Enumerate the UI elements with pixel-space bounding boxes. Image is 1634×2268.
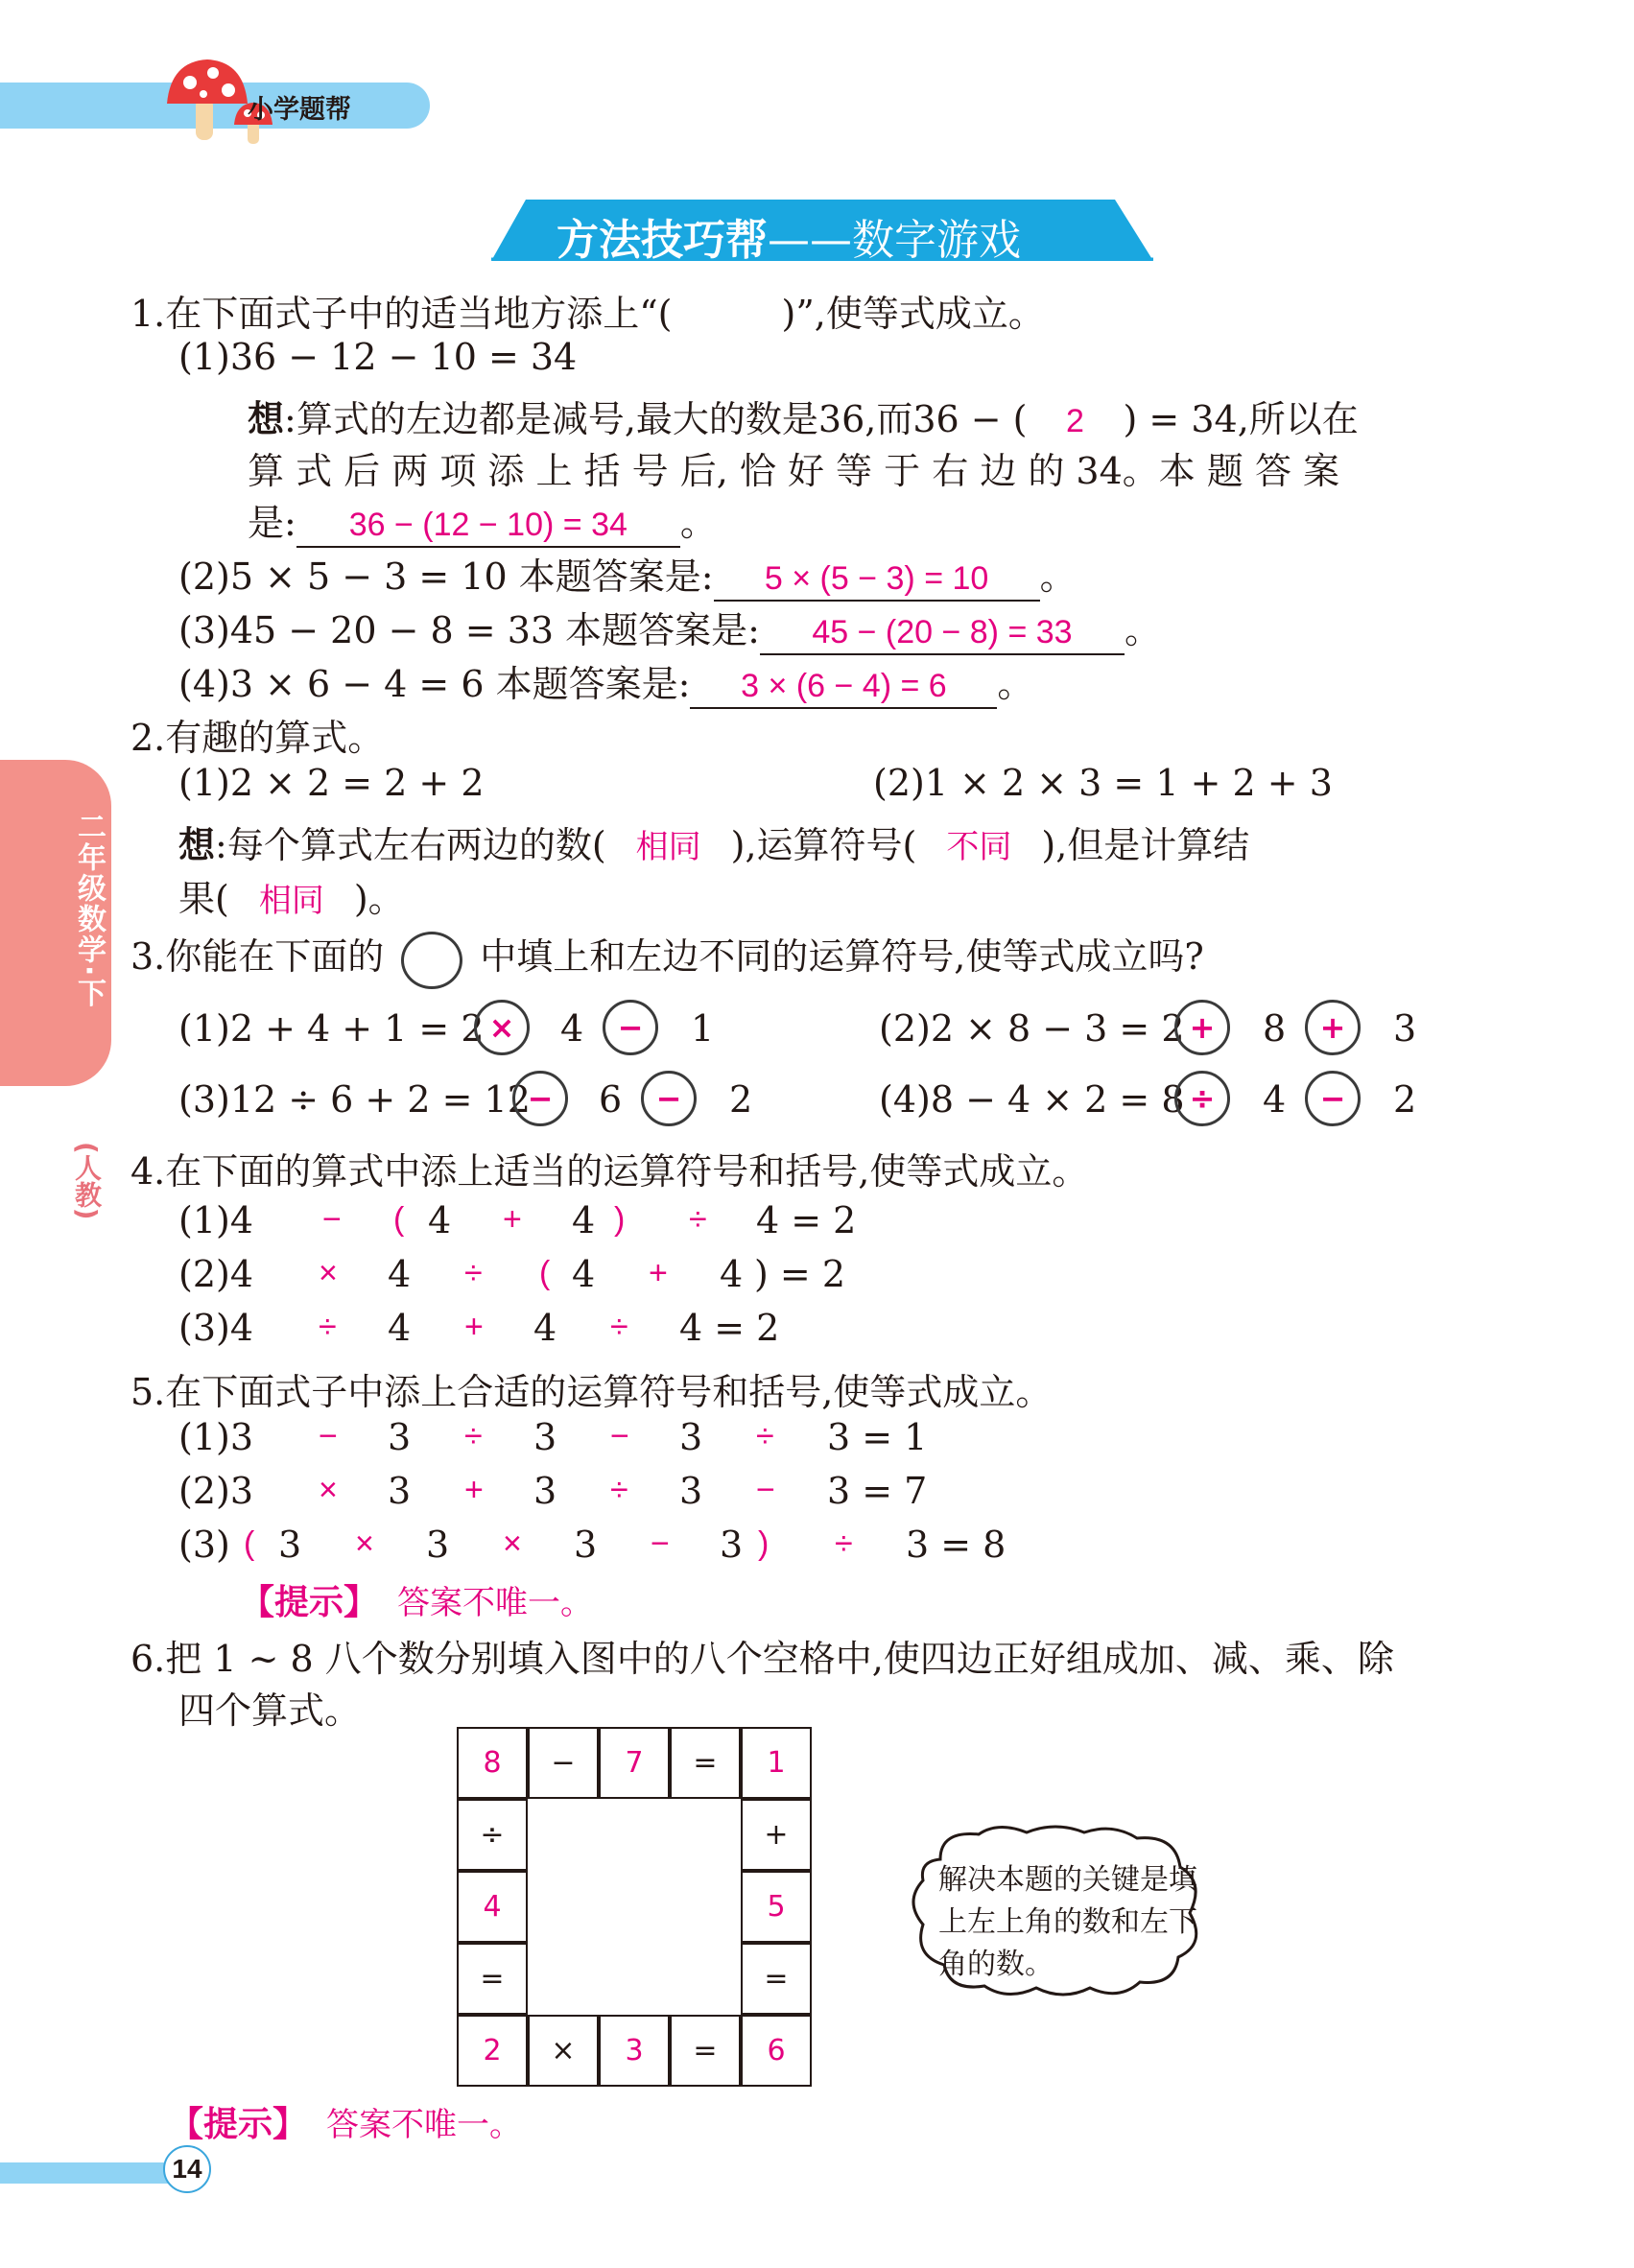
q1-part4: (4)3 × 6 − 4 = 6 本题答案是: 3 × (6 − 4) = 6 。 [178,654,1033,709]
grid-left-2: = [457,1943,528,2015]
q3-p1-op1: × [474,1000,530,1055]
q5-r3-c1: ( [244,1525,255,1562]
q4-r3-c5: ÷ [610,1309,628,1345]
q4-r3-c1: ÷ [319,1309,337,1345]
q1-stem: 1.在下面式子中的适当地方添上“( )”,使等式成立。 [130,293,1045,335]
q5-r3-c10: ÷ [835,1525,853,1562]
grid-bottom-2: 3 [599,2015,670,2087]
q6-stem-line2: 四个算式。 [178,1689,362,1732]
q3-part2-left: (2)2 × 8 − 3 = 2 [879,1007,1185,1050]
q4-r1-c1: − [322,1201,342,1238]
q6-hint: 【提示】 答案不唯一。 [169,2105,523,2144]
q4-r1-c2: ( [393,1201,405,1238]
q2-part2: (2)1 × 2 × 3 = 1 + 2 + 3 [873,762,1333,804]
q3-p2-op1: + [1174,1000,1230,1055]
q5-r2-c0: (2)3 [178,1470,254,1512]
q3-p3-n2: 2 [729,1078,753,1121]
q5-r1-c0: (1)3 [178,1416,254,1458]
q1-think-line1: 想:算式的左边都是减号,最大的数是36,而36 − ( 2 ) = 34,所以在 [248,398,1359,440]
q5-r3-c11: 3 = 8 [906,1524,1006,1566]
grid-top-3: = [670,1727,741,1799]
q4-r2-c2: 4 [388,1253,412,1295]
empty-circle-icon [401,932,462,989]
q3-p1-op2: − [603,1000,658,1055]
q3-p1-n1: 4 [560,1007,584,1050]
q5-r2-c5: ÷ [610,1472,628,1508]
q4-r1-c4: + [503,1201,522,1238]
q5-stem: 5.在下面式子中添上合适的运算符号和括号,使等式成立。 [130,1371,1053,1413]
q1-think-line3: 是: 36 − (12 − 10) = 34 。 [248,493,717,548]
q5-r3-c2: 3 [278,1524,302,1566]
grid-top-4: 1 [741,1727,812,1799]
q4-r1-c7: ÷ [689,1201,707,1238]
q3-part3-left: (3)12 ÷ 6 + 2 = 12 [178,1078,531,1121]
q5-r2-c6: 3 [679,1470,703,1512]
q3-part4-left: (4)8 − 4 × 2 = 8 [879,1078,1185,1121]
q5-r2-c7: − [756,1472,775,1508]
grid-bottom-3: = [670,2015,741,2087]
q4-r1-c5: 4 [572,1199,596,1241]
q5-r3-c8: 3 [720,1524,744,1566]
q3-part1-left: (1)2 + 4 + 1 = 2 [178,1007,485,1050]
grid-right-2: = [741,1943,812,2015]
q4-r2-c7: 4 [720,1253,744,1295]
q4-r3-c4: 4 [533,1307,557,1349]
q4-r2-c8: ) = 2 [754,1253,845,1295]
grid-bottom-1: × [528,2015,599,2087]
q5-r1-c2: 3 [388,1416,412,1458]
q4-r2-c0: (2)4 [178,1253,254,1295]
q4-r3-c2: 4 [388,1307,412,1349]
q4-r2-c5: 4 [572,1253,596,1295]
q3-p2-n2: 3 [1393,1007,1417,1050]
q4-r2-c3: ÷ [464,1255,483,1291]
q5-r1-c6: 3 [679,1416,703,1458]
q3-p2-op2: + [1305,1000,1361,1055]
grid-right-0: + [741,1799,812,1871]
q3-p4-n2: 2 [1393,1078,1417,1121]
q3-stem: 3.你能在下面的 中填上和左边不同的运算符号,使等式成立吗? [130,927,1204,989]
q4-r2-c6: + [649,1255,668,1291]
q4-r2-c4: ( [539,1255,551,1291]
grid-right-1: 5 [741,1871,812,1943]
number-grid [457,1727,814,2088]
grid-bottom-4: 6 [741,2015,812,2087]
q5-r3-c7: − [651,1525,670,1562]
q5-r2-c8: 3 = 7 [827,1470,928,1512]
grid-left-1: 4 [457,1871,528,1943]
grid-bottom-0: 2 [457,2015,528,2087]
q5-r3-c5: × [503,1525,522,1562]
q4-r1-c8: 4 = 2 [756,1199,857,1241]
q3-p3-n1: 6 [599,1078,623,1121]
q5-r1-c1: − [319,1418,338,1454]
grid-top-2: 7 [599,1727,670,1799]
footer-bar [0,2162,182,2184]
q4-r3-c6: 4 = 2 [679,1307,780,1349]
q1-part3: (3)45 − 20 − 8 = 33 本题答案是: 45 − (20 − 8) = 33 。 [178,601,1161,655]
grid-top-0: 8 [457,1727,528,1799]
cloud-hint-text: 解决本题的关键是填上左上角的数和左下角的数。 [938,1863,1197,1981]
q2-think-line1: 想:每个算式左右两边的数( 相同 ),运算符号( 不同 ),但是计算结 [178,824,1250,866]
q3-p3-op1: − [512,1071,568,1126]
q4-stem: 4.在下面的算式中添上适当的运算符号和括号,使等式成立。 [130,1150,1089,1193]
side-tab-edition: (人教) [71,1142,103,1220]
q4-r3-c3: + [464,1309,484,1345]
q1-part1: (1)36 − 12 − 10 = 34 [178,336,578,378]
page-number: 14 [163,2145,211,2193]
q5-r1-c4: 3 [533,1416,557,1458]
q3-p3-op2: − [641,1071,697,1126]
grid-top-1: − [528,1727,599,1799]
q5-r1-c3: ÷ [464,1418,483,1454]
q4-r2-c1: × [319,1255,338,1291]
q5-r1-c5: − [610,1418,629,1454]
brand-label: 小学题帮 [248,95,351,125]
q3-p4-n1: 4 [1263,1078,1287,1121]
q1-part2: (2)5 × 5 − 3 = 10 本题答案是: 5 × (5 − 3) = 10 。 [178,547,1077,602]
q5-r2-c1: × [319,1472,338,1508]
q5-r2-c2: 3 [388,1470,412,1512]
q3-p1-n2: 1 [691,1007,715,1050]
q1-think-line2: 算 式 后 两 项 添 上 括 号 后, 恰 好 等 于 右 边 的 34。本 题 答 案 [248,450,1340,492]
q3-p4-op1: ÷ [1174,1071,1230,1126]
q4-r1-c0: (1)4 [178,1199,254,1241]
q5-hint: 【提示】 答案不唯一。 [240,1583,594,1622]
q2-part1: (1)2 × 2 = 2 + 2 [178,762,485,804]
grid-left-0: ÷ [457,1799,528,1871]
q5-r2-c4: 3 [533,1470,557,1512]
side-tab-grade: 二年级数学·下 [72,812,106,1009]
q5-r3-c9: ) [758,1525,770,1562]
q4-r1-c3: 4 [428,1199,452,1241]
q2-stem: 2.有趣的算式。 [130,717,385,759]
q4-r1-c6: ) [614,1201,626,1238]
q3-p2-n1: 8 [1263,1007,1287,1050]
q5-r3-c4: 3 [426,1524,450,1566]
q5-r3-c0: (3) [178,1524,230,1566]
q3-p4-op2: − [1305,1071,1361,1126]
q5-r1-c8: 3 = 1 [827,1416,928,1458]
q5-r1-c7: ÷ [756,1418,774,1454]
q2-think-line2: 果( 相同 )。 [178,878,405,920]
q5-r2-c3: + [464,1472,484,1508]
q4-r3-c0: (3)4 [178,1307,254,1349]
q6-stem-line1: 6.把 1 ~ 8 八个数分别填入图中的八个空格中,使四边正好组成加、减、乘、除 [130,1638,1394,1680]
q5-r3-c6: 3 [574,1524,598,1566]
q5-r3-c3: × [355,1525,374,1562]
page-title: 方法技巧帮——数字游戏 [557,216,1021,265]
